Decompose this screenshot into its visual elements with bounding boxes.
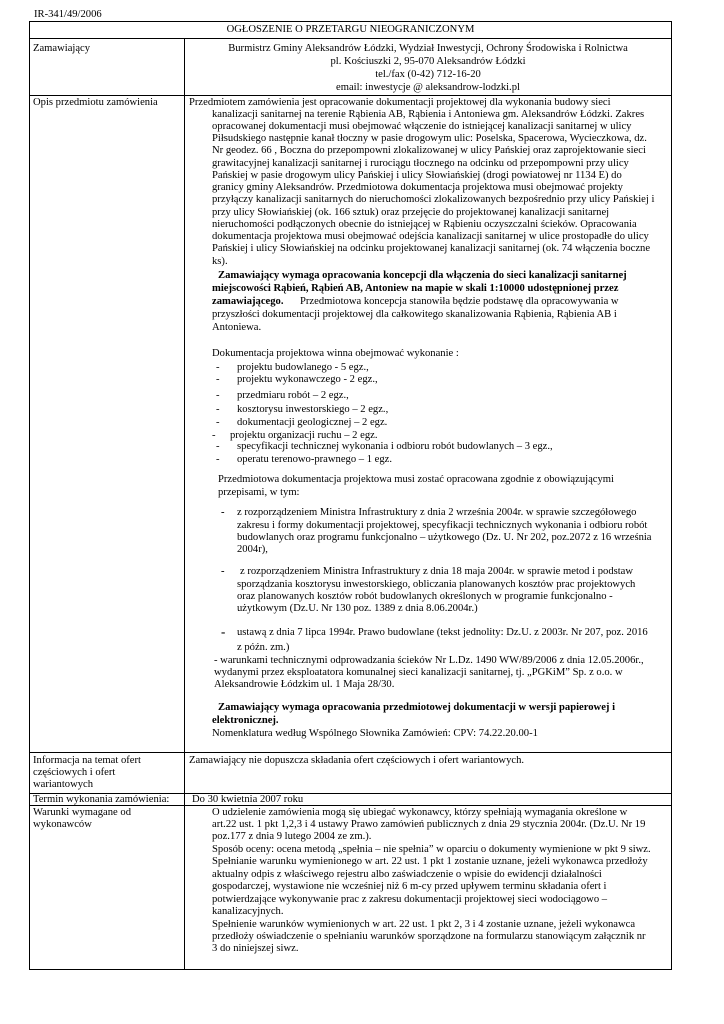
regulations-intro: Przedmiotowa dokumentacja projektowa musi zostać opracowana zgodnie z obowiązującymi — [218, 474, 614, 485]
regulation-line: - warunkami technicznymi odprowadzania ścieków Nr L.Dz. 1490 WW/89/2006 z dnia 12.05.2006r., — [214, 655, 644, 666]
conditions-line: O udzielenie zamówienia mogą się ubiegać wykonawcy, którzy spełniają wymagania określone w — [212, 807, 628, 818]
conditions-line: Spełnianie warunku wymienionego w art. 22 ust. 1 pkt 1 zostanie uznane, jeżeli wykonawca przedłoży — [212, 856, 648, 867]
partial-offers-label: częściowych i ofert — [33, 767, 116, 778]
list-item: projektu organizacji ruchu – 2 egz. — [230, 430, 378, 441]
description-line: grawitacyjnej kanalizacji sanitarnej i rurociągu tłocznego na odcinku od przepompowni przy ulicy — [212, 158, 629, 169]
list-bullet: - — [216, 374, 220, 385]
regulation-line: zakresu i formy dokumentacji projektowej, specyfikacji technicznych wykonania i odbioru robót — [237, 520, 648, 531]
regulation-line: 2004r), — [237, 544, 268, 555]
list-item: projektu wykonawczego - 2 egz., — [237, 374, 378, 385]
table-border-right — [671, 21, 672, 970]
concept-requirement-line: Zamawiający wymaga opracowania koncepcji dla włączenia do sieci kanalizacji sanitarnej — [218, 270, 627, 281]
conditions-label: Warunki wymagane od — [33, 807, 131, 818]
list-item: dokumentacji geologicznej – 2 egz. — [237, 417, 388, 428]
table-border-bottom — [29, 969, 672, 970]
conditions-line: Spełnienie warunków wymienionych w art. 22 ust. 1 pkt 2, 3 i 4 zostanie uznane, jeżeli wykonawca — [212, 919, 636, 930]
concept-requirement-line: miejscowości Rąbień, Rąbień AB, Antoniew na mapie w skali 1:10000 udostępnionej przez — [212, 283, 619, 294]
conditions-line: kanalizacyjnych. — [212, 906, 284, 917]
description-line: Piłsudskiego następnie kanał tłoczny w pasie drogowym ulic: Poselska, Spacerowa, Wycieczkowa, dz. — [212, 133, 647, 144]
description-line: ks). — [212, 256, 228, 267]
description-line: Pańskiej w pasie drogowym ulicy Pańskiej i ulicy Słowiańskiej (drogi powiatowej nr 1134 E) do — [212, 170, 622, 181]
list-bullet: - — [216, 441, 220, 452]
partial-offers-label: wariantowych — [33, 779, 94, 790]
conditions-line: art.22 ust. 1 pkt 1,2,3 i 4 ustawy Prawo zamówień publicznych z dnia 29 stycznia 2004r. (Dz.U. Nr 19 — [212, 819, 646, 830]
list-bullet: - — [216, 362, 220, 373]
row-divider — [29, 38, 672, 39]
description-line: granicy gminy Aleksandrów. Przedmiotowa dokumentacja projektowa musi obejmować projekty — [212, 182, 623, 193]
list-item: specyfikacji technicznej wykonania i odbioru robót budowlanych – 3 egz., — [237, 441, 553, 452]
description-label: Opis przedmiotu zamówienia — [33, 97, 158, 108]
ordering-party-line: pl. Kościuszki 2, 95-070 Aleksandrów Łódzki — [330, 56, 526, 67]
ordering-party-label: Zamawiający — [33, 43, 91, 54]
conditions-line: 3 do niniejszej siwz. — [212, 943, 299, 954]
regulation-line: oraz planowanych kosztów robót budowlanych określonych w programie funkcjonalno - — [237, 591, 613, 602]
table-border-left — [29, 21, 30, 970]
description-line: nieruchomości podłączonych obecnie do istniejącej w Rąbieniu oczyszczalni ścieków. Opracowania — [212, 219, 637, 230]
row-divider — [29, 95, 672, 96]
document-reference: IR-341/49/2006 — [34, 9, 102, 20]
ordering-party-line: email: inwestycje @ aleksandrow-lodzki.pl — [336, 82, 520, 93]
concept-requirement-line: zamawiającego. — [212, 296, 284, 307]
format-requirement: elektronicznej. — [212, 715, 279, 726]
conditions-line: potwierdzające wykonywanie prac z zakresu dokumentacji projektowej sieci wodociągowo – — [212, 894, 608, 905]
description-line: kanalizacji sanitarnej na terenie Rąbienia AB, Rąbienia i Antoniewa gm. Aleksandrów Łódzki. Zakres — [212, 109, 645, 120]
list-bullet: - — [216, 417, 220, 428]
regulation-line: wydanymi przez eksploatatora komunalnej sieci kanalizacji sanitarnej, tj. „PGKiM” Sp. z o.o. w — [214, 667, 623, 678]
format-requirement: Zamawiający wymaga opracowania przedmiotowej dokumentacji w wersji papierowej i — [218, 702, 616, 713]
regulation-bullet: - — [221, 507, 225, 518]
page-title: OGŁOSZENIE O PRZETARGU NIEOGRANICZONYM — [226, 24, 475, 35]
regulation-line: z rozporządzeniem Ministra Infrastruktury z dnia 2 września 2004r. w sprawie szczegółowego — [237, 507, 637, 518]
table-border-top — [29, 21, 672, 22]
regulation-line: ustawą z dnia 7 lipca 1994r. Prawo budowlane (tekst jednolity: Dz.U. z 2003r. Nr 207, poz. 2016 — [237, 627, 648, 638]
list-bullet: - — [216, 454, 220, 465]
list-intro: Dokumentacja projektowa winna obejmować wykonanie : — [212, 348, 459, 359]
concept-basis-line: Przedmiotowa koncepcja stanowiła będzie podstawę dla opracowywania w — [300, 296, 619, 307]
list-item: kosztorysu inwestorskiego – 2 egz., — [237, 404, 389, 415]
description-line: Nr geodez. 66 , Boczna do przepompowni zlokalizowanej w ulicy Pańskiej oraz zaprojektowanie sieci — [212, 145, 646, 156]
description-line: Pańskiej i ulicy Słowiańskiej na odcinku projektowanej kanalizacji sanitarnej (ok. 74 włączenia boczne — [212, 243, 651, 254]
conditions-label: wykonawców — [33, 819, 92, 830]
list-item: operatu terenowo-prawnego – 1 egz. — [237, 454, 393, 465]
regulations-intro: przepisami, w tym: — [218, 487, 300, 498]
concept-basis-line: przyszłości dokumentacji projektowej dla całkowitego skanalizowania Rąbienia, Rąbienia AB i — [212, 309, 617, 320]
partial-offers-label: Informacja na temat ofert — [33, 755, 141, 766]
ordering-party-line: tel./fax (0-42) 712-16-20 — [375, 69, 481, 80]
description-line: opracowanej dokumentacji musi obejmować włączenie do istniejącej kanalizacji sanitarnej w ulicy — [212, 121, 632, 132]
conditions-line: przedłoży oświadczenie o spełnianiu warunków sporządzone na formularzu stanowiącym załącznik nr — [212, 931, 646, 942]
ordering-party-line: Burmistrz Gminy Aleksandrów Łódzki, Wydział Inwestycji, Ochrony Środowiska i Rolnictwa — [228, 43, 628, 54]
description-line: Przedmiotem zamówienia jest opracowanie dokumentacji projektowej dla wykonania budowy sieci — [189, 97, 611, 108]
description-line: dokumentacja projektowa musi obejmować odejścia kanalizacji sanitarnej w ulice prostopadłe do ulicy — [212, 231, 649, 242]
regulation-line: sporządzania kosztorysu inwestorskiego, obliczania planowanych kosztów prac projektowych — [237, 579, 636, 590]
description-line: przy ulicy Słowiańskiej (ok. 166 sztuk) oraz przejęcie do projektowanej kanalizacji sanitarnej — [212, 207, 610, 218]
regulation-line: z rozporządzeniem Ministra Infrastruktury z dnia 18 maja 2004r. w sprawie metod i podstaw — [240, 566, 634, 577]
partial-offers-value: Zamawiający nie dopuszcza składania ofert częściowych i ofert wariantowych. — [189, 755, 525, 766]
conditions-line: gospodarczej, wystawione nie wcześniej niż 6 m-cy przed upływem terminu składania ofert i — [212, 881, 607, 892]
description-line: przyłączy kanalizacji sanitarnych do nieruchomości zlokalizowanych bezpośrednio przy ulicy Pańskiej i — [212, 194, 655, 205]
list-bullet: - — [212, 430, 216, 441]
conditions-line: Sposób oceny: ocena metodą „spełnia – nie spełnia” w oparciu o dokumenty wymienione w pkt 9 siwz. — [212, 844, 651, 855]
column-divider — [184, 38, 185, 970]
list-item: przedmiaru robót – 2 egz., — [237, 390, 349, 401]
list-item: projektu budowlanego - 5 egz., — [237, 362, 369, 373]
conditions-line: aktualny odpis z właściwego rejestru albo zaświadczenie o wpisie do ewidencji działalności — [212, 869, 602, 880]
regulation-bullet: - — [221, 624, 226, 639]
regulation-line: z późn. zm.) — [237, 642, 290, 653]
row-divider — [29, 752, 672, 753]
list-bullet: - — [216, 404, 220, 415]
regulation-line: Aleksandrowie Łódzkim ul. 1 Maja 28/30. — [214, 679, 395, 690]
deadline-value: Do 30 kwietnia 2007 roku — [192, 794, 304, 805]
regulation-bullet: - — [221, 566, 225, 577]
cpv-code: Nomenklatura według Wspólnego Słownika Zamówień: CPV: 74.22.20.00-1 — [212, 728, 538, 739]
concept-basis-line: Antoniewa. — [212, 322, 262, 333]
regulation-line: budowlanych oraz programu funkcjonalno – użytkowego (Dz. U. Nr 202, poz.2072 z 16 września — [237, 532, 652, 543]
list-bullet: - — [216, 390, 220, 401]
deadline-label: Termin wykonania zamówienia: — [33, 794, 170, 805]
conditions-line: poz.177 z dnia 9 lutego 2004 ze zm.). — [212, 831, 372, 842]
regulation-line: użytkowym (Dz.U. Nr 130 poz. 1389 z dnia 8.06.2004r.) — [237, 603, 478, 614]
